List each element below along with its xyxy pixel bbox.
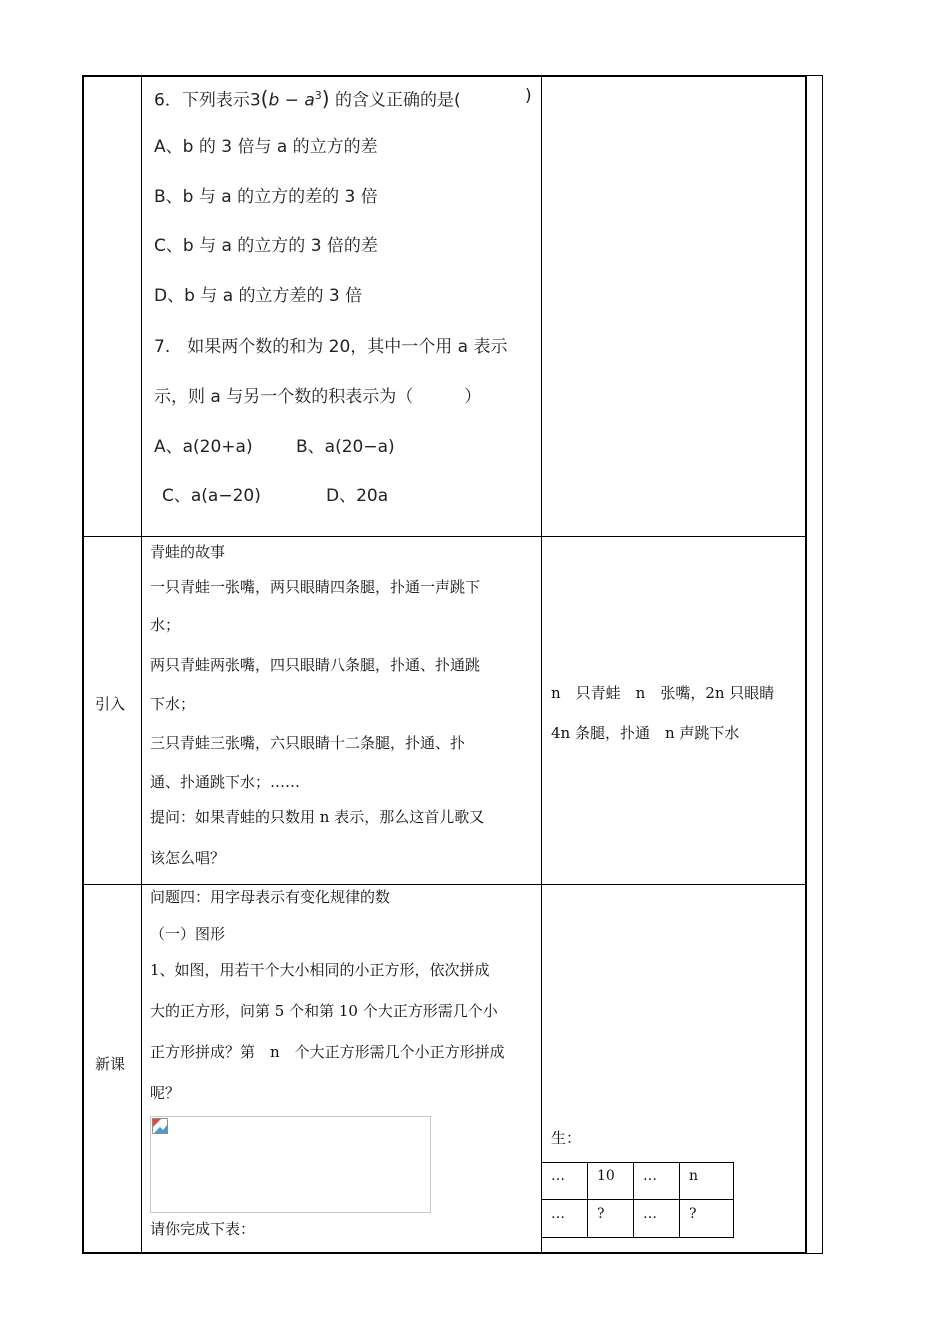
intro-line-5: 三只青蛙三张嘴，六只眼睛十二条腿，扑通、扑 xyxy=(150,734,466,752)
q6-option-d: D、b 与 a 的立方差的 3 倍 xyxy=(154,286,363,306)
intro-answer-line-1: n 只青蛙 n 张嘴，2n 只眼睛 xyxy=(551,684,775,702)
mini-table-col-3 xyxy=(679,1162,680,1238)
q6-suffix: 的含义正确的是( xyxy=(334,90,461,111)
mini-table-cell-r2-c3: … xyxy=(643,1206,657,1222)
outer-border-top-ext xyxy=(806,75,823,76)
student-label: 生： xyxy=(551,1129,582,1147)
intro-title: 青蛙的故事 xyxy=(150,543,226,561)
mini-table-cell-r1-c2: 10 xyxy=(597,1168,615,1184)
mini-table-cell-r2-c4: ? xyxy=(689,1206,697,1222)
new-lesson-label: 新课 xyxy=(95,1055,126,1073)
outer-border-bottom-ext xyxy=(806,1253,823,1254)
mini-table-cell-r2-c1: … xyxy=(551,1206,565,1222)
new-lesson-line-2: 大的正方形，问第 5 个和第 10 个大正方形需几个小 xyxy=(150,1002,498,1020)
table-border-top xyxy=(82,75,806,77)
intro-line-3: 两只青蛙两张嘴，四只眼睛八条腿，扑通、扑通跳 xyxy=(150,656,481,674)
new-lesson-title: 问题四：用字母表示有变化规律的数 xyxy=(150,888,391,906)
q6-option-c: C、b 与 a 的立方的 3 倍的差 xyxy=(154,236,378,256)
new-lesson-line-3: 正方形拼成？第 n 个大正方形需几个小正方形拼成 xyxy=(150,1043,505,1061)
intro-label: 引入 xyxy=(95,695,126,713)
q7-option-a: A、a(20+a) xyxy=(154,437,253,457)
new-lesson-subtitle: （一）图形 xyxy=(150,925,226,943)
q6-expr-paren-close: ) xyxy=(321,86,330,111)
table-border-left xyxy=(82,75,84,1254)
table-col-divider-1 xyxy=(141,75,142,1254)
q6-expr-coef: 3 xyxy=(249,90,261,111)
row-divider-2 xyxy=(82,884,806,885)
q6-stem xyxy=(154,86,461,111)
q7-line2: 示，则 a 与另一个数的积表示为（ ） xyxy=(154,387,482,407)
q6-expr-minus: − xyxy=(279,90,305,111)
mini-table-col-2 xyxy=(633,1162,634,1238)
q6-option-a: A、b 的 3 倍与 a 的立方的差 xyxy=(154,137,378,157)
broken-image-icon xyxy=(152,1118,168,1134)
q7-option-c: C、a(a−20) xyxy=(162,486,261,506)
table-border-bottom xyxy=(82,1252,806,1254)
mini-table-col-1 xyxy=(587,1162,588,1238)
intro-line-8: 该怎么唱？ xyxy=(150,849,226,867)
mini-table-cell-r2-c2: ? xyxy=(597,1206,605,1222)
new-lesson-line-4: 呢？ xyxy=(150,1084,181,1102)
new-lesson-line-1: 1、如图，用若干个大小相同的小正方形，依次拼成 xyxy=(150,961,490,979)
mini-table-cell-r1-c4: n xyxy=(689,1168,699,1184)
intro-line-2: 水； xyxy=(150,616,181,634)
mini-table-bottom xyxy=(541,1237,734,1238)
table-border-right xyxy=(805,75,807,1254)
outer-border-right xyxy=(822,75,823,1254)
q7-option-d: D、20a xyxy=(326,486,389,506)
q6-option-b: B、b 与 a 的立方的差的 3 倍 xyxy=(154,187,378,207)
intro-line-4: 下水； xyxy=(150,695,196,713)
intro-line-6: 通、扑通跳下水；…… xyxy=(150,773,301,791)
intro-line-1: 一只青蛙一张嘴，两只眼睛四条腿，扑通一声跳下 xyxy=(150,578,481,596)
q6-close-paren: ) xyxy=(525,86,532,106)
q6-expr-b: b xyxy=(268,90,280,111)
mini-table-top xyxy=(541,1162,734,1163)
intro-line-7: 提问：如果青蛙的只数用 n 表示，那么这首儿歌又 xyxy=(150,808,485,826)
q6-expr-a: a xyxy=(304,90,315,111)
table-col-divider-2 xyxy=(541,75,542,1254)
mini-table-cell-r1-c3: … xyxy=(643,1168,657,1184)
intro-answer-line-2: 4n 条腿，扑通 n 声跳下水 xyxy=(551,724,740,742)
q6-prefix: 6．下列表示 xyxy=(154,90,250,111)
mini-table-cell-r1-c1: … xyxy=(551,1168,565,1184)
q7-line1: 7. 如果两个数的和为 20，其中一个用 a 表示 xyxy=(154,337,508,357)
q6-expr-paren-open: ( xyxy=(260,86,269,111)
mini-table-right xyxy=(733,1162,734,1238)
q7-option-b: B、a(20−a) xyxy=(296,437,395,457)
q6-expr-exp: 3 xyxy=(314,89,322,102)
complete-table-prompt: 请你完成下表： xyxy=(150,1220,256,1238)
mini-table-mid xyxy=(541,1199,734,1200)
row-divider-1 xyxy=(82,536,806,537)
figure-placeholder xyxy=(150,1116,431,1213)
